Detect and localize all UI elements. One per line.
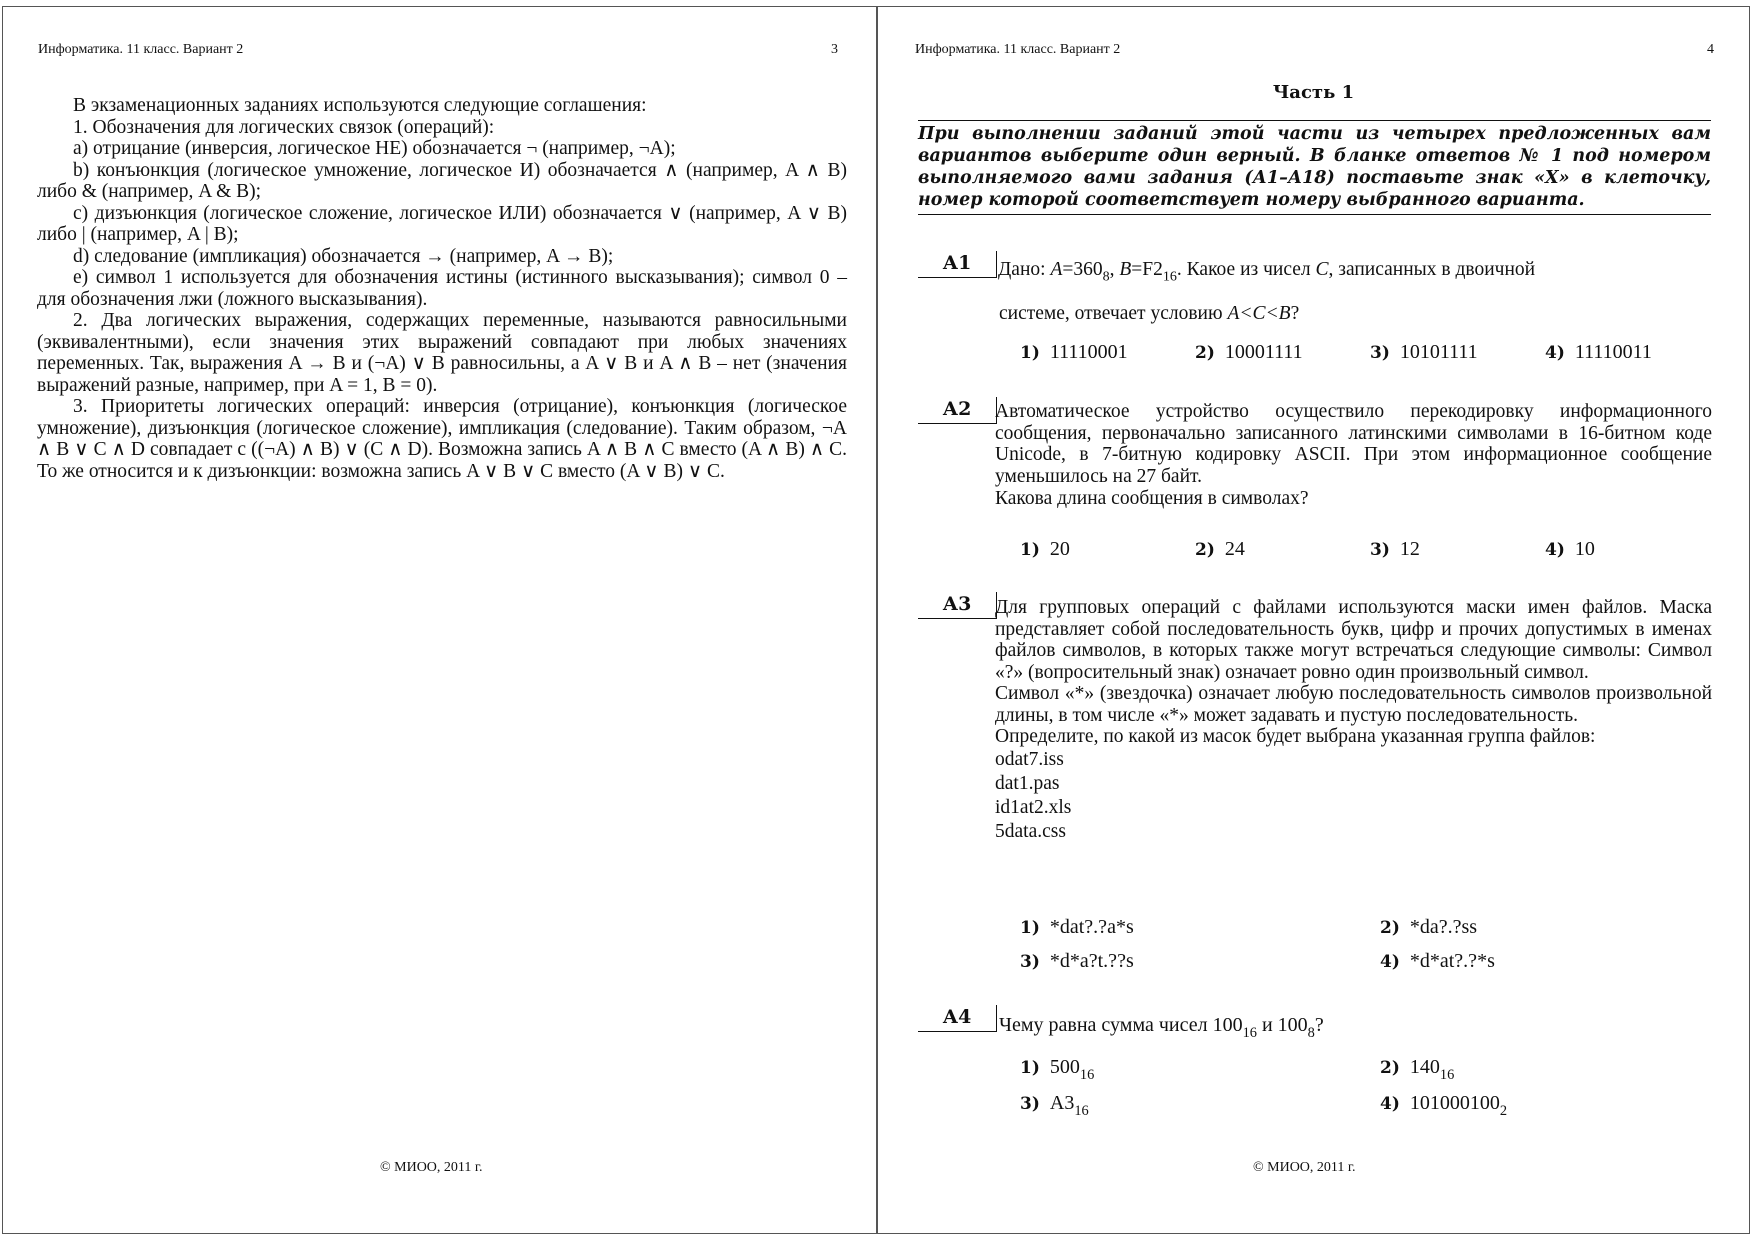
answer-option: 3) 10101111	[1370, 341, 1478, 363]
right-page	[877, 6, 1750, 1234]
answer-option: 4) 10	[1545, 538, 1595, 560]
intro-paragraph: 2. Два логических выражения, содержащих переменные, называются равносильными (эквивалентными), если значения этих выражений совпадают при любых значениях переменных. Так, выражения A → B и (¬A) ∨ B равносильны, а A ∨ B и A ∧ B – нет (значения выражений разные, например, при A = 1, B = 0).	[37, 310, 847, 396]
answer-options-a2	[1020, 538, 1720, 561]
answer-option: 1) *dat?.?a*s	[1020, 916, 1134, 938]
question-label-a3: А3	[918, 592, 997, 619]
question-text-a2: Автоматическое устройство осуществило перекодировку информационного сообщения, первоначально записанного латинскими символами в 16-битном коде Unicode, в 7-битную кодировку ASCII. При этом информационное сообщение уменьшилось на 27 байт. Какова длина сообщения в символах?	[995, 401, 1712, 509]
intro-paragraph: В экзаменационных заданиях используются следующие соглашения:	[73, 95, 647, 116]
question-label-a2: А2	[918, 397, 997, 424]
intro-paragraph: b) конъюнкция (логическое умножение, логическое И) обозначается ∧ (например, A ∧ B) либо & (например, A & B);	[37, 159, 847, 202]
intro-paragraph: e) символ 1 используется для обозначения истины (истинного высказывания); символ 0 – для обозначения лжи (ложного высказывания).	[37, 267, 847, 310]
file-name: dat1.pas	[995, 772, 1060, 794]
answer-option: 3) $A3_{16}$	[1020, 1092, 1089, 1119]
question-text-a3: Для групповых операций с файлами используются маски имен файлов. Маска представляет собой последовательность букв, цифр и прочих допустимых в именах файлов символов, в которых также могут встречаться следующие символы: Символ «?» (вопросительный знак) означает ровно один произвольный символ. Символ «*» (звездочка) означает любую последовательность символов произвольной длины, в том числе «*» может задавать и пустую последовательность. Определите, по какой из масок будет выбрана указанная группа файлов: odat7.iss dat1.pas id1at2.xls 5data.css	[995, 597, 1712, 842]
file-name: odat7.iss	[995, 748, 1064, 770]
conventions-text	[37, 95, 847, 482]
question-text-a1: Дано: $A=360_8$, $B=F2_{16}$. Какое из чисел C, записанных в двоичной	[998, 259, 1536, 285]
answer-option: 2) $140_{16}$	[1380, 1056, 1455, 1083]
answer-option: 2) 10001111	[1195, 341, 1303, 363]
instructions: При выполнении заданий этой части из четырех предложенных вам вариантов выберите один верный. В бланке ответов № 1 под номером выполняемого вами задания (А1–А18) поставьте знак «X» в клеточку, номер которой соответствует номеру выбранного варианта.	[918, 120, 1711, 215]
answer-option: 4) *d*at?.?*s	[1380, 950, 1495, 972]
answer-option: 2) 24	[1195, 538, 1245, 560]
question-label-a1: А1	[918, 251, 997, 278]
question-prompt: Какова длина сообщения в символах?	[995, 488, 1309, 509]
intro-paragraph: a) отрицание (инверсия, логическое НЕ) обозначается ¬ (например, ¬A);	[73, 138, 676, 159]
page-footer: © МИОО, 2011 г.	[1253, 1160, 1356, 1175]
part-title: Часть 1	[1272, 82, 1355, 103]
answer-option: 3) 12	[1370, 538, 1420, 560]
page-footer: © МИОО, 2011 г.	[380, 1160, 483, 1175]
question-text-a1-line2: системе, отвечает условию A<C<B?	[999, 303, 1300, 324]
answer-option: 4) 11110011	[1545, 341, 1652, 363]
answer-option: 3) *d*a?t.??s	[1020, 950, 1134, 972]
intro-paragraph: 3. Приоритеты логических операций: инверсия (отрицание), конъюнкция (логическое умножение), дизъюнкция (логическое сложение), импликация (следование). Таким образом, ¬A ∧ B ∨ C ∧ D совпадает с ((¬A) ∧ B) ∨ (C ∧ D). Возможна запись A ∧ B ∧ C вместо (A ∧ B) ∧ C. То же относится и к дизъюнкции: возможна запись A ∨ B ∨ C вместо (A ∨ B) ∨ C.	[37, 396, 847, 482]
page-number: 3	[831, 42, 838, 57]
answer-option: 1) 11110001	[1020, 341, 1128, 363]
answer-option: 2) *da?.?ss	[1380, 916, 1478, 938]
page-header: Информатика. 11 класс. Вариант 2	[38, 42, 244, 57]
answer-option: 4) $101000100_2$	[1380, 1092, 1508, 1119]
page-header: Информатика. 11 класс. Вариант 2	[915, 42, 1121, 57]
intro-paragraph: c) дизъюнкция (логическое сложение, логическое ИЛИ) обозначается ∨ (например, A ∨ B) либо | (например, A | B);	[37, 202, 847, 245]
answer-option: 1) 20	[1020, 538, 1070, 560]
file-name: 5data.css	[995, 820, 1066, 842]
left-page	[2, 6, 877, 1234]
intro-paragraph: 1. Обозначения для логических связок (операций):	[73, 116, 495, 138]
page-number: 4	[1707, 42, 1714, 57]
answer-option: 1) $500_{16}$	[1020, 1056, 1095, 1083]
file-name: id1at2.xls	[995, 796, 1072, 818]
answer-options-a1	[1020, 341, 1720, 364]
question-label-a4: А4	[918, 1005, 997, 1032]
question-text-a4: Чему равна сумма чисел $100_{16}$ и $100_8$?	[999, 1014, 1324, 1041]
intro-paragraph: d) следование (импликация) обозначается → (например, A → B);	[73, 245, 614, 267]
